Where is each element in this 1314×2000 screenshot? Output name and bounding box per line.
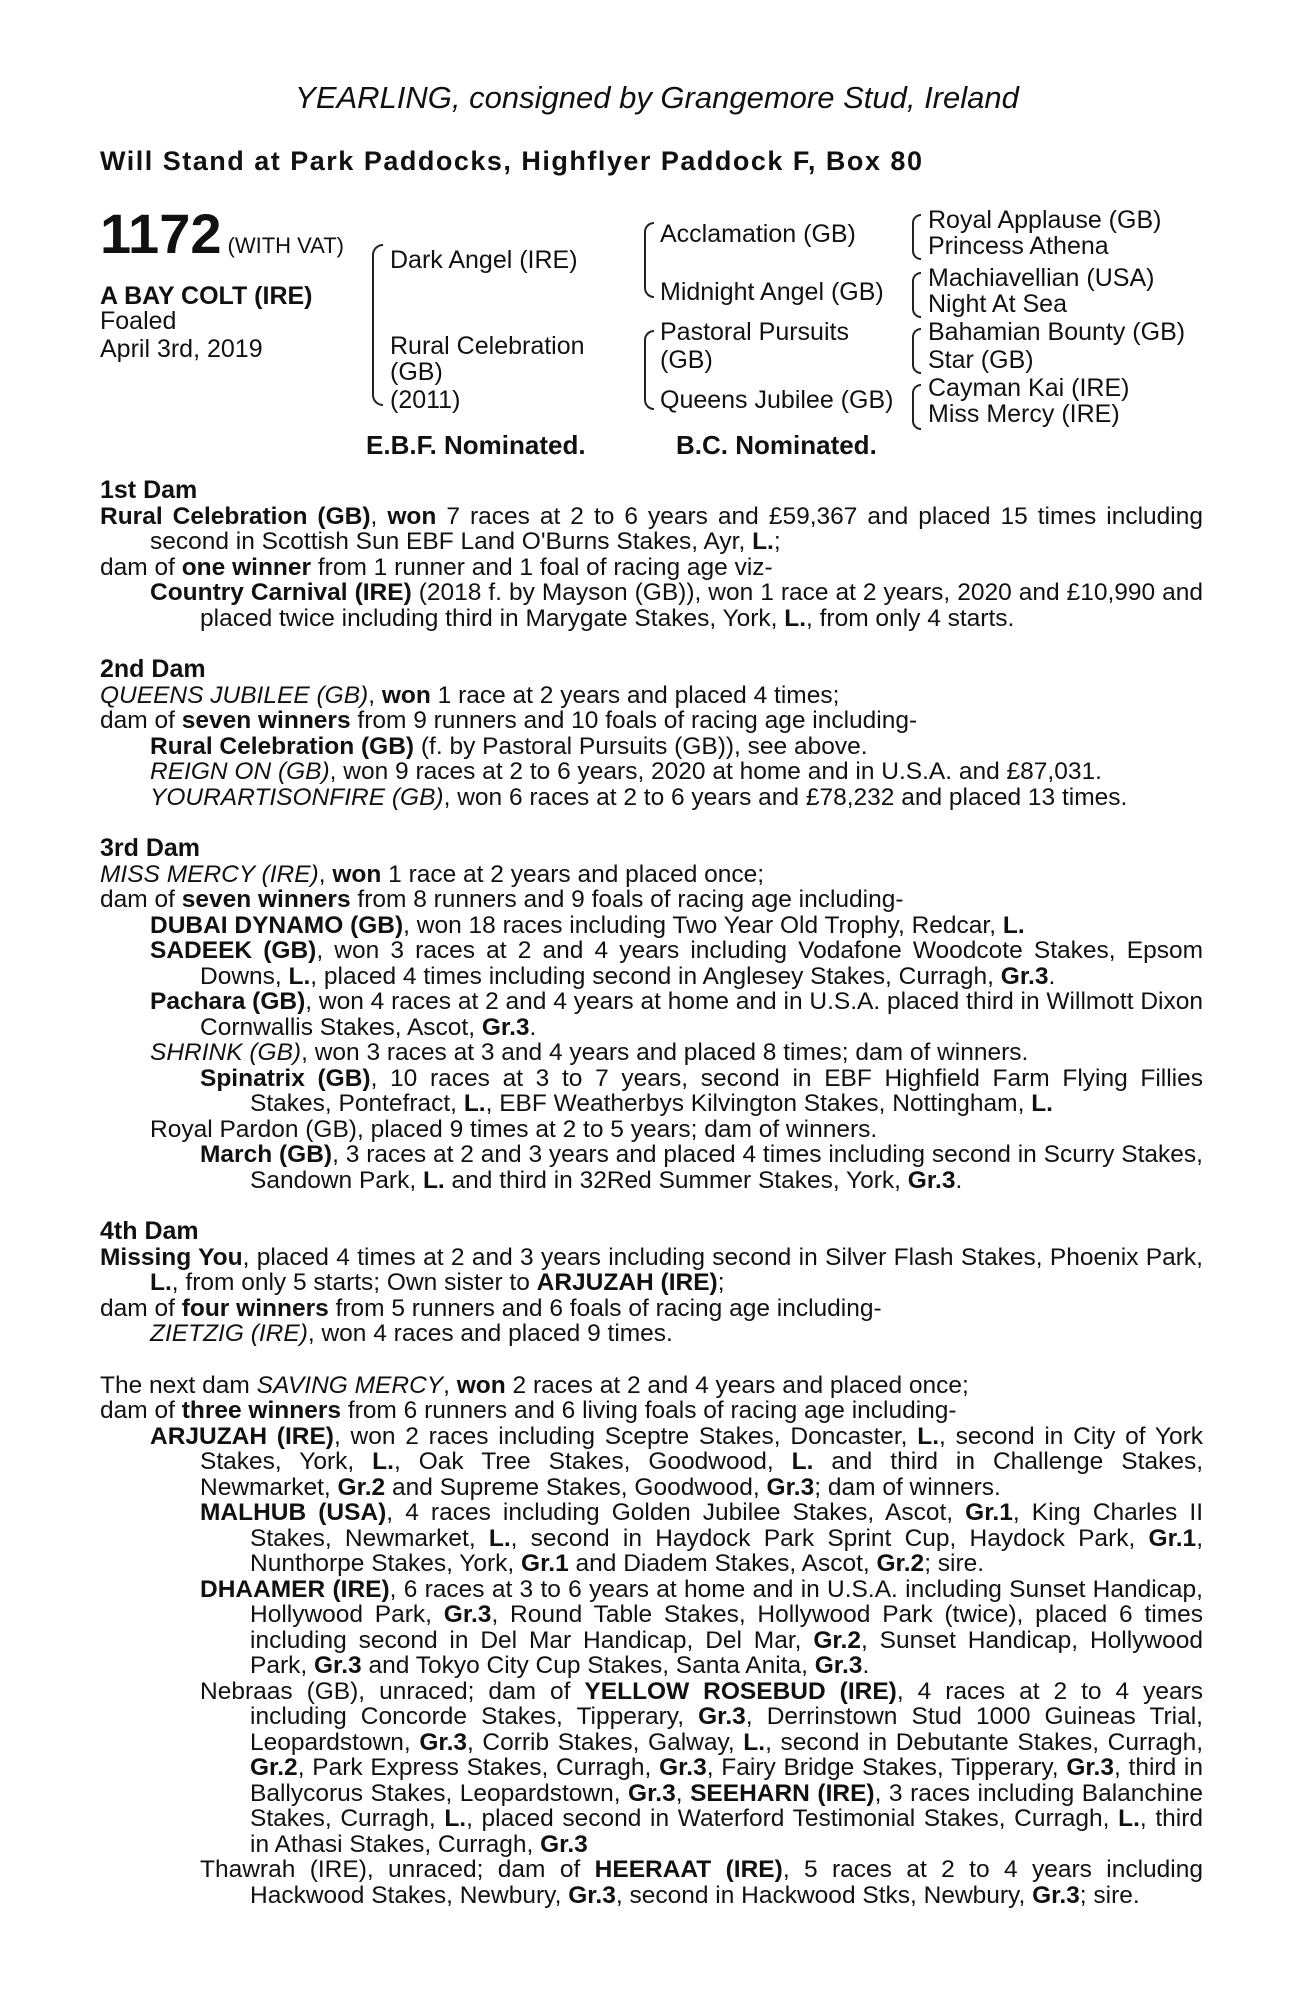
text: . bbox=[1048, 962, 1056, 990]
bc-nomination: B.C. Nominated. bbox=[676, 430, 877, 460]
text: ; sire. bbox=[1079, 1881, 1140, 1909]
listed-label: L. bbox=[150, 1269, 172, 1296]
catalogue-body bbox=[100, 478, 1203, 1908]
text: , bbox=[443, 1371, 457, 1399]
lot-number bbox=[100, 202, 344, 265]
text: , won 3 races at 3 and 4 years and placed 8 times; dam of winners. bbox=[301, 1039, 1029, 1066]
text: , Corrib Stakes, Galway, bbox=[467, 1728, 744, 1756]
horse-name: YELLOW ROSEBUD (IRE) bbox=[584, 1677, 897, 1705]
text: , 4 races at 2 to 4 years including Concorde Stakes, Tipperary, bbox=[250, 1677, 1203, 1730]
next-dam-grandproduce-entry bbox=[100, 1577, 1203, 1679]
sire-sire: Acclamation (GB) bbox=[660, 220, 856, 248]
lot-description: A BAY COLT (IRE) bbox=[100, 282, 313, 310]
group-label: Gr.2 bbox=[813, 1626, 861, 1654]
pedigree-brace-1 bbox=[372, 244, 383, 406]
next-dam-grandproduce-entry bbox=[100, 1679, 1203, 1858]
third-dam-produce-entry bbox=[100, 1117, 1203, 1143]
text: ; bbox=[773, 528, 781, 555]
next-dam-produce-summary bbox=[100, 1398, 1203, 1424]
listed-label: L. bbox=[784, 604, 807, 632]
group-label: Gr.3 bbox=[568, 1881, 616, 1909]
text: dam of bbox=[100, 1294, 182, 1322]
third-dam-grandproduce-entry bbox=[100, 1066, 1203, 1117]
text: from 1 runner and 1 foal of racing age viz- bbox=[311, 553, 773, 581]
text: , third in Athasi Stakes, Curragh, bbox=[250, 1805, 1204, 1858]
pedigree-brace-2b bbox=[644, 330, 654, 410]
listed-label: L. bbox=[444, 1805, 467, 1832]
horse-name: ARJUZAH (IRE) bbox=[150, 1422, 334, 1450]
foaled-date: April 3rd, 2019 bbox=[100, 335, 263, 363]
listed-label: L. bbox=[752, 528, 774, 555]
consignment-line: YEARLING, consigned by Grangemore Stud, Ireland bbox=[295, 80, 1019, 115]
text: , bbox=[318, 860, 333, 888]
second-dam-record bbox=[100, 683, 1203, 709]
text: Royal Pardon (GB), placed 9 times at 2 to 5 years; dam of winners. bbox=[150, 1115, 878, 1143]
text: , 4 races including Golden Jubilee Stakes, Ascot, bbox=[386, 1499, 966, 1526]
text: Nebraas (GB), unraced; dam of bbox=[200, 1677, 585, 1705]
group-label: Gr.1 bbox=[1148, 1524, 1197, 1552]
fourth-dam-produce-summary bbox=[100, 1296, 1203, 1322]
text: . bbox=[529, 1013, 537, 1041]
horse-name: SHRINK (GB) bbox=[150, 1039, 302, 1066]
group-label: Gr.3 bbox=[814, 1652, 863, 1679]
text: , Oak Tree Stakes, Goodwood, bbox=[393, 1448, 792, 1475]
horse-name: QUEENS JUBILEE (GB) bbox=[100, 681, 369, 709]
text: , won 6 races at 2 to 6 years and £78,232 and placed 13 times. bbox=[443, 783, 1128, 811]
horse-name: Country Carnival (IRE) bbox=[150, 579, 412, 606]
text: , won 3 races at 2 and 4 years including Vodafone Woodcote Stakes, Epsom Downs, bbox=[200, 937, 1203, 990]
text: , placed second in Waterford Testimonial Stakes, Curragh, bbox=[466, 1805, 1119, 1832]
text: , won 4 races at 2 and 4 years at home and in U.S.A. placed third in Willmott Dixon Cornwallis Stakes, Ascot, bbox=[200, 988, 1203, 1041]
fourth-dam-produce-entry bbox=[100, 1321, 1203, 1347]
next-dam-grandproduce-entry bbox=[100, 1857, 1203, 1908]
listed-label: L. bbox=[422, 1166, 445, 1194]
second-dam-produce-entry bbox=[100, 734, 1203, 760]
third-dam-produce-entry bbox=[100, 989, 1203, 1040]
group-label: Gr.3 bbox=[540, 1830, 588, 1858]
second-dam-produce-entry bbox=[100, 759, 1203, 785]
group-label: Gr.3 bbox=[659, 1754, 707, 1781]
horse-name: SEEHARN (IRE) bbox=[690, 1779, 875, 1807]
winners-count: seven winners bbox=[181, 707, 351, 734]
first-dam-heading: 1st Dam bbox=[100, 476, 198, 504]
winners-count: four winners bbox=[181, 1294, 329, 1322]
text: , from only 4 starts. bbox=[806, 604, 1015, 632]
third-dam-record bbox=[100, 862, 1203, 888]
text: , second in Debutante Stakes, Curragh, bbox=[765, 1728, 1204, 1756]
pedigree-brace-3d bbox=[912, 384, 921, 430]
lot-number-value: 1172 bbox=[100, 202, 222, 265]
text: and Tokyo City Cup Stakes, Santa Anita, bbox=[361, 1652, 815, 1679]
group-label: Gr.3 bbox=[766, 1473, 815, 1501]
horse-name: Rural Celebration (GB) bbox=[100, 502, 371, 530]
text: dam of bbox=[100, 553, 182, 581]
text: , placed 4 times including second in Anglesey Stakes, Curragh, bbox=[310, 962, 1001, 990]
ebf-nomination: E.B.F. Nominated. bbox=[366, 430, 586, 460]
winners-count: three winners bbox=[181, 1397, 342, 1424]
text: from 8 runners and 9 foals of racing age including- bbox=[350, 886, 904, 913]
listed-label: L. bbox=[1002, 911, 1025, 939]
group-label: Gr.3 bbox=[1000, 962, 1049, 990]
listed-label: L. bbox=[1031, 1090, 1053, 1117]
horse-name: Rural Celebration (GB) bbox=[150, 732, 415, 760]
group-label: Gr.1 bbox=[965, 1499, 1013, 1526]
horse-name: REIGN ON (GB) bbox=[150, 758, 330, 785]
text: , Park Express Stakes, Curragh, bbox=[297, 1754, 660, 1781]
ancestor-8: Miss Mercy (IRE) bbox=[928, 400, 1120, 428]
listed-label: L. bbox=[743, 1728, 766, 1756]
vat-note: (WITH VAT) bbox=[227, 233, 344, 258]
text: (2018 f. by Mayson (GB)), won 1 race at 2 years, 2020 and £10,990 and placed twice including third in Marygate Stakes, York, bbox=[200, 579, 1203, 632]
won-label: won bbox=[387, 502, 437, 530]
listed-label: L. bbox=[288, 962, 311, 990]
text: , third in Ballycorus Stakes, Leopardstown, bbox=[250, 1754, 1203, 1807]
text: , King Charles II Stakes, Newmarket, bbox=[250, 1499, 1203, 1552]
text: . bbox=[955, 1166, 963, 1194]
text: 1 race at 2 years and placed 4 times; bbox=[430, 681, 840, 709]
text: ; sire. bbox=[924, 1550, 985, 1577]
horse-name: DHAAMER (IRE) bbox=[200, 1575, 390, 1603]
text: and Supreme Stakes, Goodwood, bbox=[385, 1473, 767, 1501]
text: 7 races at 2 to 6 years and £59,367 and placed 15 times including second in Scottish Sun EBF Land O'Burns Stakes, Ayr, bbox=[150, 502, 1203, 555]
third-dam-produce-summary bbox=[100, 887, 1203, 913]
won-label: won bbox=[456, 1371, 506, 1399]
text: from 6 runners and 6 living foals of racing age including- bbox=[341, 1397, 957, 1424]
text: The next dam bbox=[100, 1371, 257, 1399]
text: , 5 races at 2 to 4 years including Hackwood Stakes, Newbury, bbox=[250, 1856, 1203, 1909]
horse-name: ARJUZAH (IRE) bbox=[536, 1269, 718, 1296]
next-dam-produce-entry bbox=[100, 1424, 1203, 1501]
listed-label: L. bbox=[917, 1422, 940, 1450]
text: 1 race at 2 years and placed once; bbox=[381, 860, 765, 888]
next-dam-record bbox=[100, 1373, 1203, 1399]
group-label: Gr.3 bbox=[1066, 1754, 1114, 1781]
text: , 10 races at 3 to 7 years, second in EBF Highfield Farm Flying Fillies Stakes, Pontefract, bbox=[250, 1064, 1203, 1117]
dam-sire-line-2: (GB) bbox=[660, 346, 713, 374]
dam-line-1: Rural Celebration bbox=[390, 332, 585, 360]
won-label: won bbox=[332, 860, 382, 888]
text: , 6 races at 3 to 6 years at home and in U.S.A. including Sunset Handicap, Hollywood Park, bbox=[250, 1575, 1203, 1628]
ancestor-6: Star (GB) bbox=[928, 346, 1034, 374]
text: , 3 races including Balanchine Stakes, Curragh, bbox=[250, 1779, 1203, 1832]
second-dam-produce-summary bbox=[100, 708, 1203, 734]
text: , 3 races at 2 and 3 years and placed 4 times including second in Scurry Stakes, Sandown Park, bbox=[250, 1141, 1203, 1194]
winners-count: seven winners bbox=[181, 886, 351, 913]
text: , from only 5 starts; Own sister to bbox=[171, 1269, 537, 1296]
third-dam-heading: 3rd Dam bbox=[100, 834, 201, 862]
horse-name: DUBAI DYNAMO (GB) bbox=[150, 911, 404, 939]
text: , Derrinstown Stud 1000 Guineas Trial, Leopardstown, bbox=[250, 1703, 1203, 1756]
text: and Diadem Stakes, Ascot, bbox=[568, 1550, 877, 1577]
group-label: Gr.2 bbox=[876, 1550, 925, 1577]
horse-name: MALHUB (USA) bbox=[200, 1499, 387, 1526]
ancestor-7: Cayman Kai (IRE) bbox=[928, 374, 1130, 402]
ancestor-1: Royal Applause (GB) bbox=[928, 206, 1162, 234]
first-dam-produce-summary bbox=[100, 555, 1203, 581]
listed-label: L. bbox=[488, 1524, 511, 1552]
text: , won 4 races and placed 9 times. bbox=[307, 1320, 673, 1347]
group-label: Gr.2 bbox=[250, 1754, 298, 1781]
text: , placed 4 times at 2 and 3 years including second in Silver Flash Stakes, Phoenix Park, bbox=[242, 1243, 1203, 1271]
ancestor-4: Night At Sea bbox=[928, 290, 1067, 318]
horse-name: SAVING MERCY bbox=[256, 1371, 444, 1399]
text: , Nunthorpe Stakes, York, bbox=[250, 1524, 1204, 1577]
text: (f. by Pastoral Pursuits (GB)), see above. bbox=[414, 732, 868, 760]
group-label: Gr.1 bbox=[521, 1550, 569, 1577]
text: , bbox=[368, 681, 382, 709]
text: , bbox=[675, 1779, 691, 1807]
foaled-label: Foaled bbox=[100, 307, 177, 335]
dam-sire-line-1: Pastoral Pursuits bbox=[660, 318, 849, 346]
group-label: Gr.3 bbox=[481, 1013, 530, 1041]
group-label: Gr.3 bbox=[907, 1166, 956, 1194]
text: . bbox=[862, 1652, 870, 1679]
pedigree-brace-2a bbox=[644, 222, 654, 298]
listed-label: L. bbox=[1118, 1805, 1140, 1832]
horse-name: HEERAAT (IRE) bbox=[594, 1856, 783, 1883]
stand-location: Will Stand at Park Paddocks, Highflyer Paddock F, Box 80 bbox=[100, 146, 924, 176]
text: dam of bbox=[100, 707, 182, 734]
text: 2 races at 2 and 4 years and placed once; bbox=[505, 1371, 969, 1399]
second-dam-produce-entry bbox=[100, 785, 1203, 811]
group-label: Gr.3 bbox=[698, 1703, 746, 1730]
text: , second in City of York Stakes, York, bbox=[200, 1422, 1203, 1475]
horse-name: Missing You bbox=[100, 1243, 243, 1271]
sire: Dark Angel (IRE) bbox=[390, 246, 578, 274]
pedigree-brace-3c bbox=[912, 328, 921, 374]
horse-name: March (GB) bbox=[200, 1141, 333, 1168]
ancestor-3: Machiavellian (USA) bbox=[928, 264, 1155, 292]
text: , bbox=[370, 502, 388, 530]
text: from 9 runners and 10 foals of racing age including- bbox=[350, 707, 918, 734]
group-label: Gr.3 bbox=[443, 1601, 492, 1628]
horse-name: Spinatrix (GB) bbox=[200, 1064, 371, 1092]
text: dam of bbox=[100, 1397, 182, 1424]
listed-label: L. bbox=[463, 1090, 486, 1117]
text: Thawrah (IRE), unraced; dam of bbox=[200, 1856, 595, 1883]
text: and third in Challenge Stakes, Newmarket, bbox=[200, 1448, 1203, 1501]
text: , second in Hackwood Stks, Newbury, bbox=[615, 1881, 1033, 1909]
fourth-dam-record bbox=[100, 1245, 1203, 1296]
winners-count: one winner bbox=[181, 553, 312, 581]
third-dam-produce-entry bbox=[100, 938, 1203, 989]
group-label: Gr.3 bbox=[419, 1728, 468, 1756]
text: and third in 32Red Summer Stakes, York, bbox=[444, 1166, 908, 1194]
third-dam-produce-entry bbox=[100, 1040, 1203, 1066]
group-label: Gr.3 bbox=[628, 1779, 676, 1807]
ancestor-2: Princess Athena bbox=[928, 232, 1109, 260]
fourth-dam-heading: 4th Dam bbox=[100, 1217, 199, 1245]
dam-line-2: (GB) bbox=[390, 358, 443, 386]
third-dam-produce-entry bbox=[100, 913, 1203, 939]
text: , Sunset Handicap, Hollywood Park, bbox=[250, 1626, 1203, 1679]
listed-label: L. bbox=[372, 1448, 394, 1475]
text: , won 9 races at 2 to 6 years, 2020 at home and in U.S.A. and £87,031. bbox=[329, 758, 1102, 785]
text: , EBF Weatherbys Kilvington Stakes, Nottingham, bbox=[485, 1090, 1032, 1117]
text: , Round Table Stakes, Hollywood Park (twice), placed 6 times including second in Del Mar Handicap, Del Mar, bbox=[250, 1601, 1203, 1654]
first-dam-record bbox=[100, 504, 1203, 555]
text: , won 18 races including Two Year Old Trophy, Redcar, bbox=[403, 911, 1003, 939]
group-label: Gr.3 bbox=[314, 1652, 362, 1679]
text: , won 2 races including Sceptre Stakes, Doncaster, bbox=[333, 1422, 918, 1450]
horse-name: YOURARTISONFIRE (GB) bbox=[150, 783, 444, 811]
listed-label: L. bbox=[791, 1448, 814, 1475]
third-dam-grandproduce-entry bbox=[100, 1142, 1203, 1193]
dam-dam: Queens Jubilee (GB) bbox=[660, 386, 894, 414]
text: dam of bbox=[100, 886, 182, 913]
group-label: Gr.3 bbox=[1032, 1881, 1080, 1909]
second-dam-heading: 2nd Dam bbox=[100, 655, 206, 683]
dam-line-3: (2011) bbox=[390, 386, 461, 414]
text: ; dam of winners. bbox=[814, 1473, 1001, 1501]
ancestor-5: Bahamian Bounty (GB) bbox=[928, 318, 1186, 346]
horse-name: ZIETZIG (IRE) bbox=[150, 1320, 308, 1347]
pedigree-brace-3a bbox=[912, 214, 921, 260]
horse-name: Pachara (GB) bbox=[150, 988, 306, 1015]
text: , second in Haydock Park Sprint Cup, Haydock Park, bbox=[510, 1524, 1149, 1552]
text: from 5 runners and 6 foals of racing age including- bbox=[328, 1294, 882, 1322]
pedigree-brace-3b bbox=[912, 272, 921, 318]
sire-dam: Midnight Angel (GB) bbox=[660, 278, 884, 306]
text: ; bbox=[717, 1269, 725, 1296]
first-dam-produce-entry bbox=[100, 580, 1203, 631]
horse-name: SADEEK (GB) bbox=[150, 937, 317, 964]
next-dam-grandproduce-entry bbox=[100, 1500, 1203, 1577]
horse-name: MISS MERCY (IRE) bbox=[100, 860, 319, 888]
group-label: Gr.2 bbox=[337, 1473, 386, 1501]
text: , Fairy Bridge Stakes, Tipperary, bbox=[706, 1754, 1067, 1781]
won-label: won bbox=[381, 681, 431, 709]
